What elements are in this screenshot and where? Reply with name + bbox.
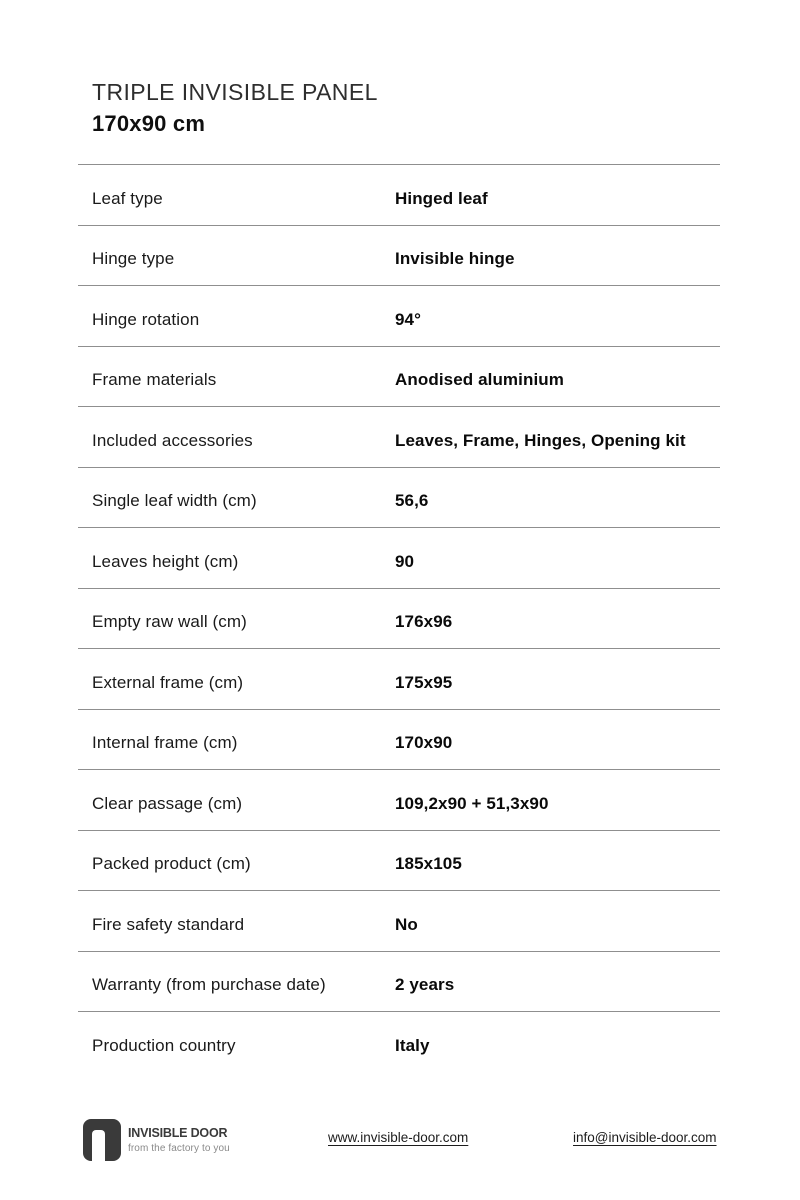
table-row — [78, 346, 720, 407]
spec-label: Frame materials — [92, 370, 217, 390]
spec-label: Packed product (cm) — [92, 854, 251, 874]
table-row — [78, 527, 720, 588]
spec-label: Leaf type — [92, 188, 163, 208]
spec-label: Single leaf width (cm) — [92, 491, 257, 511]
product-title: TRIPLE INVISIBLE PANEL — [92, 79, 378, 105]
spec-label: Hinge rotation — [92, 309, 200, 329]
spec-value: Invisible hinge — [395, 249, 515, 269]
spec-label: Leaves height (cm) — [92, 551, 239, 571]
table-row — [78, 830, 720, 891]
table-row — [78, 890, 720, 951]
table-row — [78, 588, 720, 649]
spec-label: Production country — [92, 1035, 236, 1055]
door-frame-icon — [83, 1119, 121, 1161]
spec-value: 109,2x90 + 51,3x90 — [395, 793, 549, 813]
spec-value: 90 — [395, 551, 415, 571]
table-row — [78, 467, 720, 528]
spec-value: 185x105 — [395, 854, 462, 874]
spec-label: Included accessories — [92, 430, 253, 450]
spec-value: Anodised aluminium — [395, 370, 564, 390]
spec-label: Warranty (from purchase date) — [92, 975, 326, 995]
spec-value: Italy — [395, 1035, 430, 1055]
table-row — [78, 285, 720, 346]
table-row — [78, 406, 720, 467]
spec-value: 176x96 — [395, 612, 453, 632]
table-row — [78, 709, 720, 770]
door-opening-shape — [92, 1130, 105, 1161]
spec-label: Empty raw wall (cm) — [92, 612, 247, 632]
spec-value: No — [395, 914, 418, 934]
spec-label: Internal frame (cm) — [92, 733, 238, 753]
spec-value: Hinged leaf — [395, 188, 488, 208]
table-row — [78, 225, 720, 286]
table-row — [78, 769, 720, 830]
brand-name: INVISIBLE DOOR — [128, 1126, 228, 1140]
email-link[interactable]: info@invisible-door.com — [573, 1130, 717, 1145]
brand-block — [128, 1126, 230, 1154]
spec-value: 170x90 — [395, 733, 453, 753]
table-row — [78, 951, 720, 1012]
spec-label: Hinge type — [92, 249, 175, 269]
spec-table — [78, 164, 720, 1072]
product-size: 170x90 cm — [92, 111, 206, 137]
spec-value: 175x95 — [395, 672, 453, 692]
spec-value: 94° — [395, 309, 422, 329]
spec-value: Leaves, Frame, Hinges, Opening kit — [395, 430, 686, 450]
spec-label: External frame (cm) — [92, 672, 244, 692]
page-header — [92, 80, 378, 137]
spec-label: Fire safety standard — [92, 914, 245, 934]
spec-value: 2 years — [395, 975, 455, 995]
brand-tagline: from the factory to you — [128, 1143, 230, 1154]
website-link[interactable]: www.invisible-door.com — [328, 1130, 469, 1145]
table-row — [78, 164, 720, 225]
table-row — [78, 1011, 720, 1072]
table-row — [78, 648, 720, 709]
spec-label: Clear passage (cm) — [92, 793, 243, 813]
spec-value: 56,6 — [395, 491, 429, 511]
